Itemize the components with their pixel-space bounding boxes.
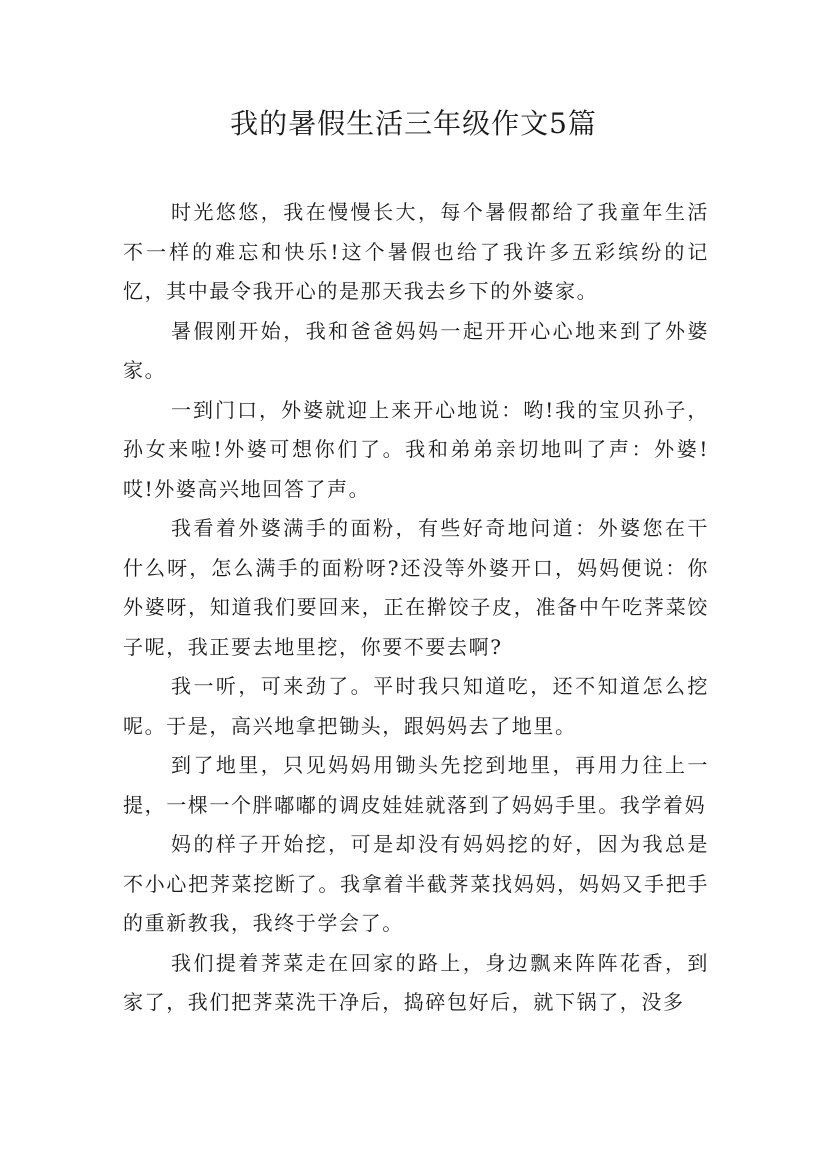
paragraph: 妈的样子开始挖，可是却没有妈妈挖的好，因为我总是不小心把荠菜挖断了。我拿着半截荠菜找妈妈，妈妈又手把手的重新教我，我终于学会了。 xyxy=(123,832,709,935)
paragraph: 暑假刚开始，我和爸爸妈妈一起开开心心地来到了外婆家。 xyxy=(123,318,709,382)
paragraph: 我看着外婆满手的面粉，有些好奇地问道：外婆您在干什么呀，怎么满手的面粉呀?还没等外婆开口，妈妈便说：你外婆呀，知道我们要回来，正在擀饺子皮，准备中午吃荠菜饺子呢，我正要去地里挖，你要不要去啊? xyxy=(123,516,709,659)
document-title: 我的暑假生活三年级作文5篇 xyxy=(230,107,597,140)
paragraph: 一到门口，外婆就迎上来开心地说：哟!我的宝贝孙子，孙女来啦!外婆可想你们了。我和弟弟亲切地叫了声：外婆!哎!外婆高兴地回答了声。 xyxy=(123,397,709,501)
document-body xyxy=(123,193,709,1023)
paragraph: 时光悠悠，我在慢慢长大，每个暑假都给了我童年生活不一样的难忘和快乐!这个暑假也给了我许多五彩缤纷的记忆，其中最令我开心的是那天我去乡下的外婆家。 xyxy=(123,200,709,303)
paragraph: 我一听，可来劲了。平时我只知道吃，还不知道怎么挖呢。于是，高兴地拿把锄头，跟妈妈去了地里。 xyxy=(123,674,709,738)
paragraph: 我们提着荠菜走在回家的路上，身边飘来阵阵花香，到家了，我们把荠菜洗干净后，捣碎包好后，就下锅了，没多 xyxy=(123,950,709,1014)
paragraph: 到了地里，只见妈妈用锄头先挖到地里，再用力往上一提，一棵一个胖嘟嘟的调皮娃娃就落到了妈妈手里。我学着妈 xyxy=(123,753,709,817)
